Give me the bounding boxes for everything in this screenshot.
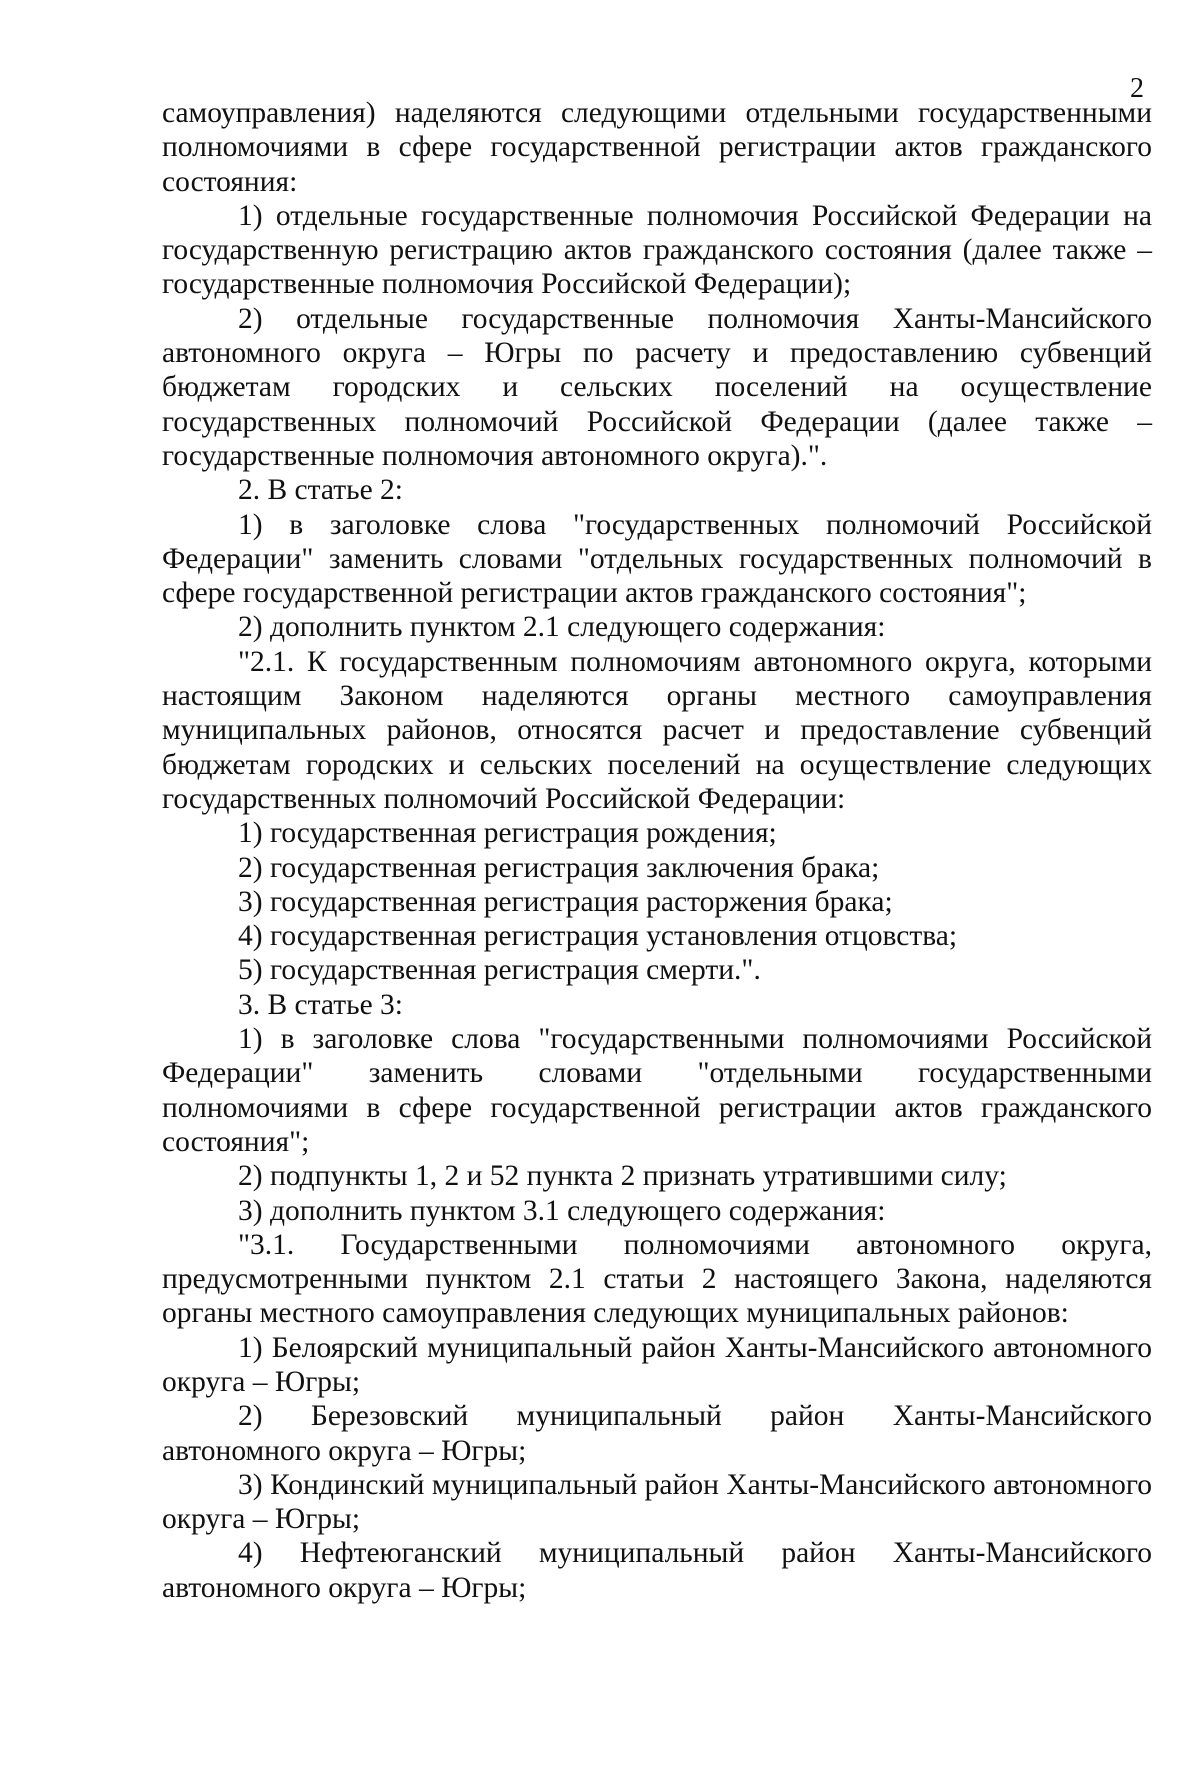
list-item: 4) государственная регистрация установления отцовства; (238, 920, 958, 953)
paragraph: 2) отдельные государственные полномочия Ханты-Мансийского автономного округа – Югры по расчету и предоставлению субвенций бюджетам городских и сельских поселений на осуществление государственных полномочий Российской Федерации (далее также – государственные полномочия автономного округа).". (162, 302, 1152, 472)
paragraph: 1) в заголовке слова "государственных полномочий Российской Федерации" заменить словами "отдельных государственных полномочий в сфере государственной регистрации актов гражданского состояния"; (162, 508, 1152, 610)
list-item: 1) Белоярский муниципальный район Ханты-Мансийского автономного округа – Югры; (162, 1331, 1152, 1398)
paragraph: 2) дополнить пунктом 2.1 следующего содержания: (238, 611, 886, 644)
paragraph-continuation: самоуправления) наделяются следующими отдельными государственными полномочиями в сфере государственной регистрации актов гражданского состояния: (162, 97, 1152, 198)
list-item: 2) Березовский муниципальный район Ханты-Мансийского автономного округа – Югры; (162, 1400, 1152, 1467)
list-item: 5) государственная регистрация смерти.". (238, 954, 761, 987)
section-heading: 3. В статье 3: (238, 988, 403, 1021)
paragraph: 3) дополнить пунктом 3.1 следующего содержания: (238, 1194, 886, 1227)
list-item: 3) Кондинский муниципальный район Ханты-Мансийского автономного округа – Югры; (162, 1468, 1152, 1536)
paragraph: 1) отдельные государственные полномочия Российской Федерации на государственную регистрацию актов гражданского состояния (далее также – государственные полномочия Российской Федерации); (162, 199, 1152, 301)
list-item: 2) государственная регистрация заключения брака; (238, 851, 880, 884)
list-item: 1) государственная регистрация рождения; (238, 817, 777, 850)
list-item: 4) Нефтеюганский муниципальный район Ханты-Мансийского автономного округа – Югры; (162, 1537, 1152, 1604)
paragraph: "3.1. Государственными полномочиями автономного округа, предусмотренными пунктом 2.1 статьи 2 настоящего Закона, наделяются органы местного самоуправления следующих муниципальных районов: (162, 1228, 1152, 1330)
page-number: 2 (1130, 73, 1144, 104)
document-body (162, 96, 1152, 1605)
list-item: 3) государственная регистрация расторжения брака; (238, 885, 893, 918)
section-heading: 2. В статье 2: (238, 474, 403, 507)
paragraph: 2) подпункты 1, 2 и 52 пункта 2 признать утратившими силу; (238, 1160, 1007, 1193)
paragraph: 1) в заголовке слова "государственными полномочиями Российской Федерации" заменить словами "отдельными государственными полномочиями в сфере государственной регистрации актов гражданского состояния"; (162, 1023, 1152, 1158)
paragraph: "2.1. К государственным полномочиям автономного округа, которыми настоящим Законом наделяются органы местного самоуправления муниципальных районов, относятся расчет и предоставление субвенций бюджетам городских и сельских поселений на осуществление следующих государственных полномочий Российской Федерации: (162, 645, 1152, 815)
